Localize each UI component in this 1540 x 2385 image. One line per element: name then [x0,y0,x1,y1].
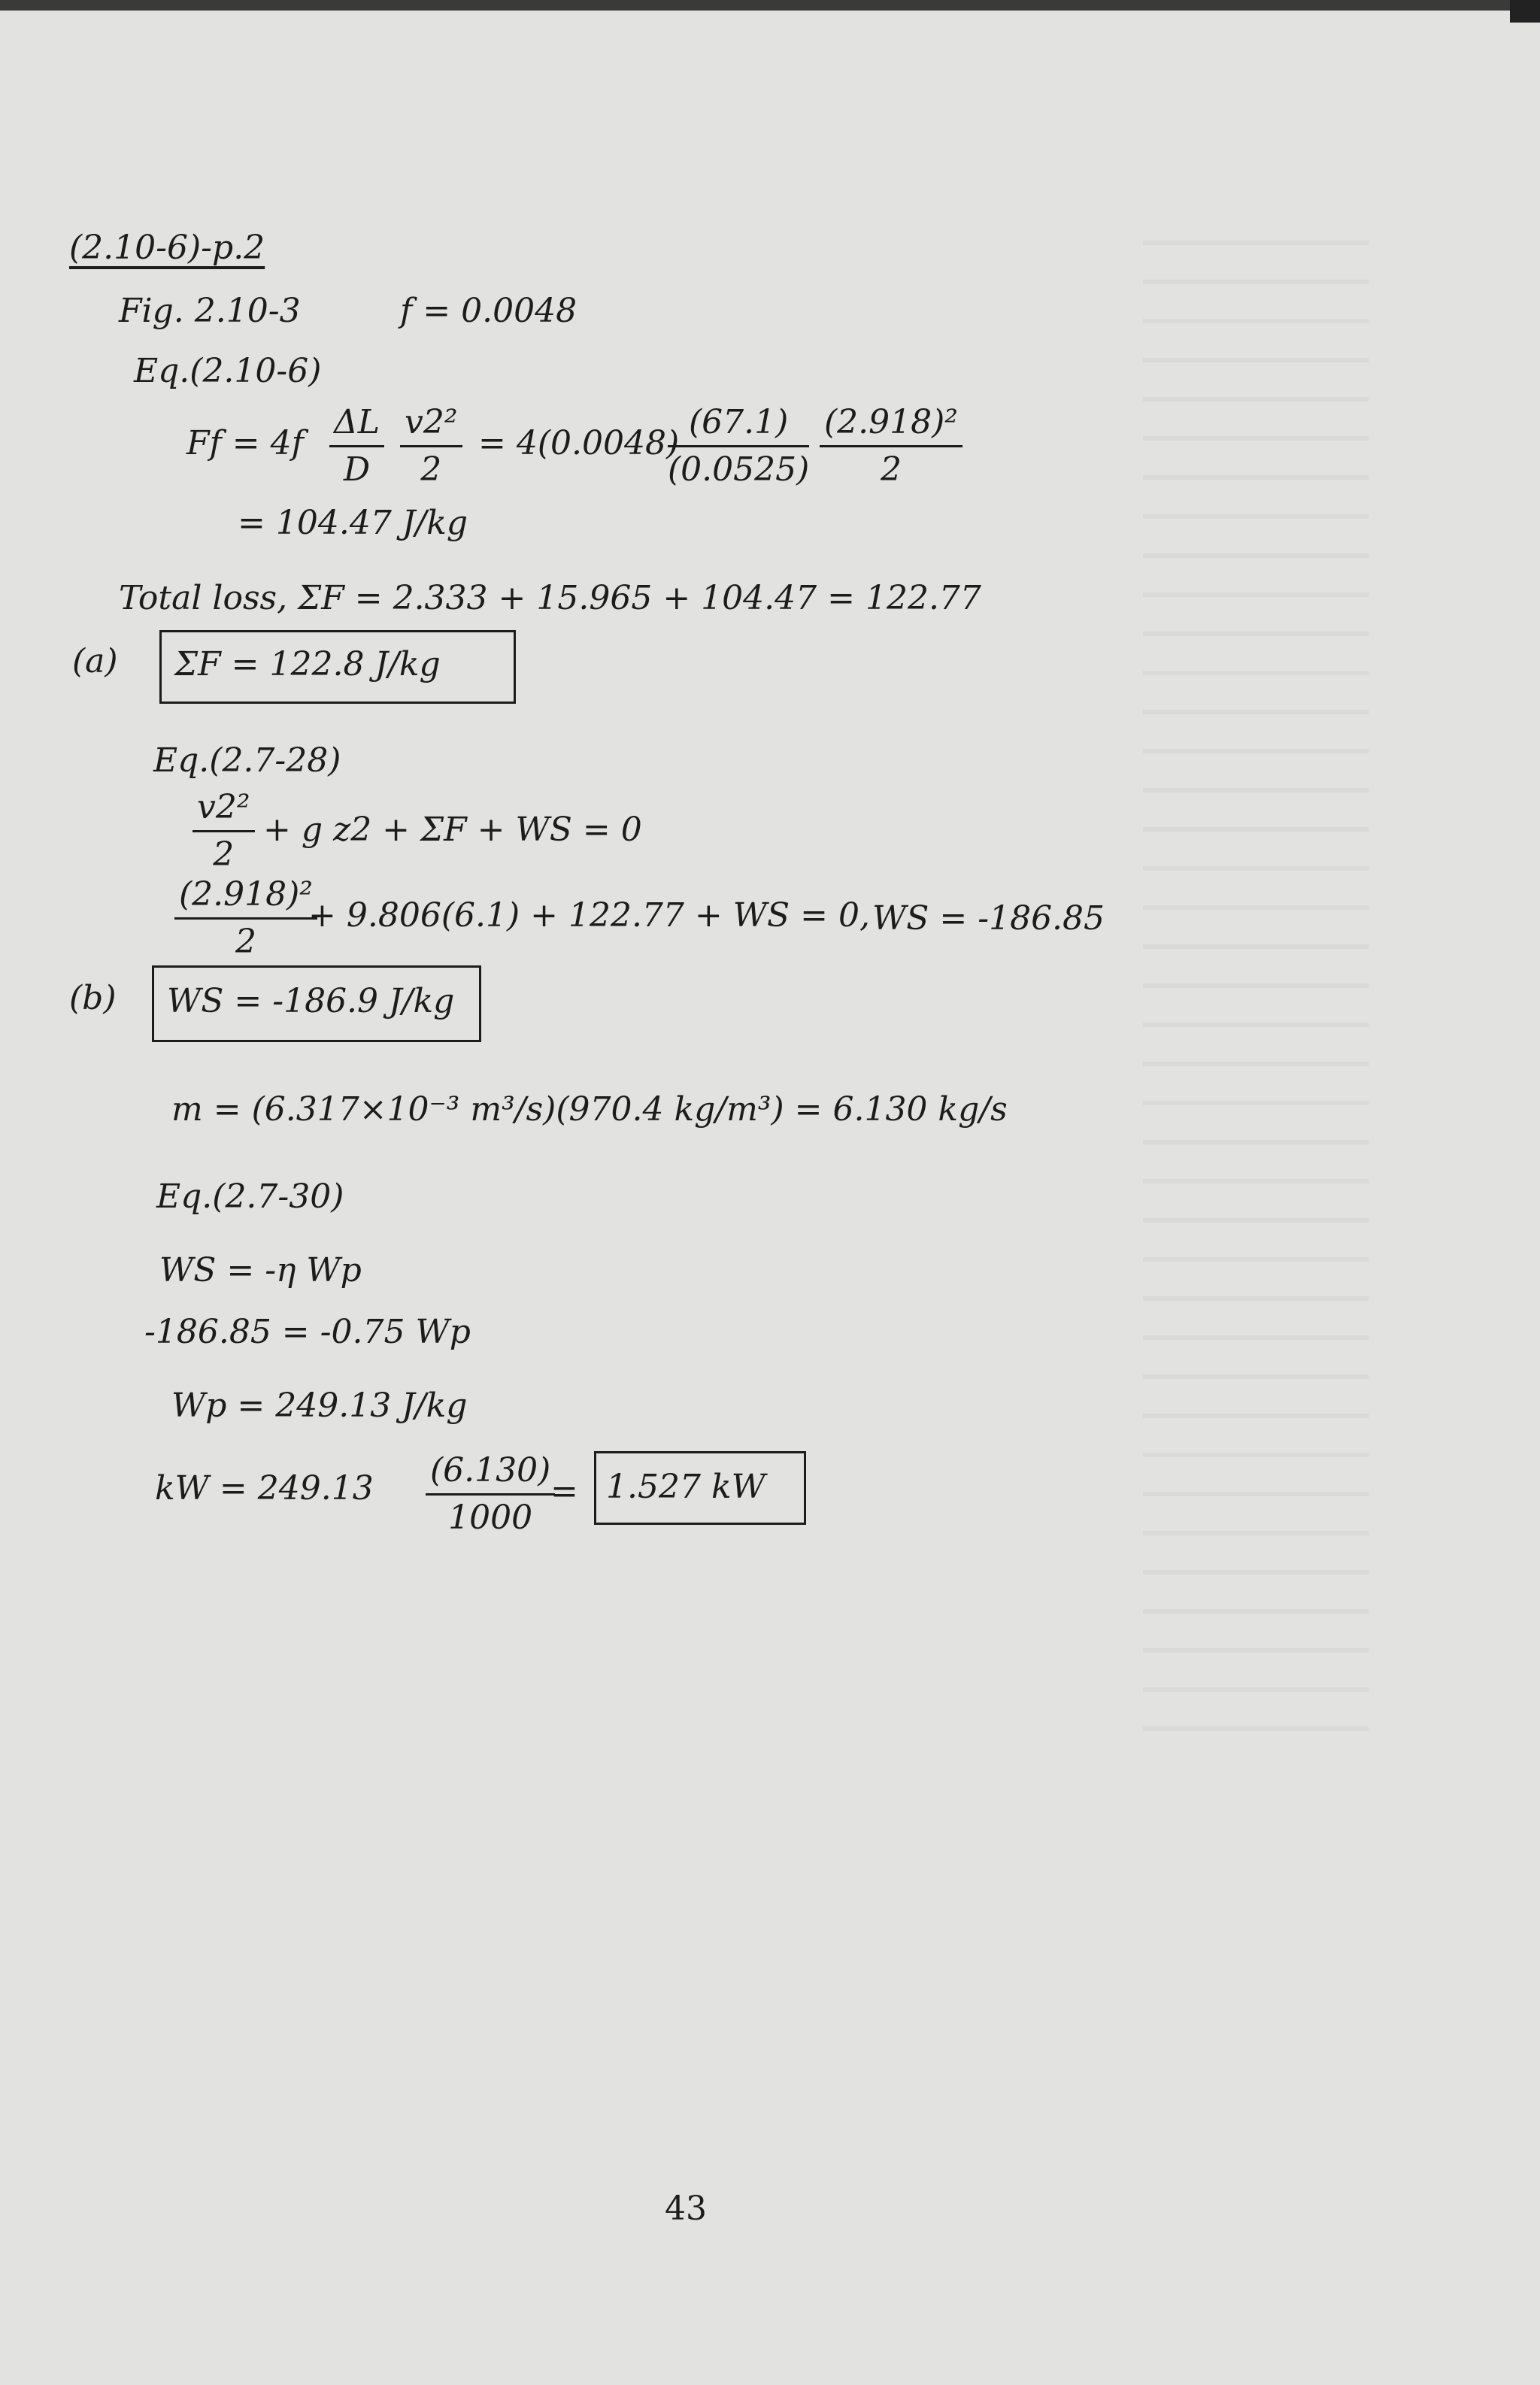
fraction-length-over-diameter: $\frac{(67.1)}{(0.0525)}$ [668,403,810,489]
energy-fraction-v2-squared: $\frac{\text{v2²}}{2}$ [192,791,255,871]
power-lhs: kW = 249.13 [155,1469,374,1508]
bleed-through-shadow [1143,241,1369,1744]
figure-reference: Fig. 2.10-3 [119,292,301,330]
ff-numeric-factor: = 4(0.0048) [478,424,680,462]
fraction-delta-l-over-d: $\frac{\Delta L}{D}$ [329,406,384,486]
scan-top-edge [0,0,1540,11]
part-b-label: (b) [69,979,117,1017]
ff-result: = 104.47 J/kg [238,504,468,542]
power-equals: = [550,1472,578,1511]
equation-reference: Eq.(2.10-6) [134,352,322,390]
page-number: 43 [665,2190,707,2228]
ws-efficiency-equation: WS = -η Wp [159,1251,362,1289]
substituted-rest: + 9.806(6.1) + 122.77 + WS = 0, [308,896,870,935]
answer-b: WS = -186.9 J/kg [167,982,455,1020]
equation-reference-2-7-28: Eq.(2.7-28) [153,741,341,780]
power-answer: 1.527 kW [606,1468,765,1506]
substituted-fraction: $\frac{\text{(2.918)²}}{2}$ [174,878,317,959]
problem-reference: (2.10-6)-p.2 [69,229,265,267]
power-fraction: $\frac{(6.130)}{1000}$ [426,1454,555,1535]
answer-a: ΣF = 122.8 J/kg [174,645,441,683]
pump-work: Wp = 249.13 J/kg [171,1386,468,1425]
ws-calculated: WS = -186.85 [872,899,1105,938]
fraction-v2-squared-over-2: $\frac{\text{v2²}}{2}$ [400,406,462,486]
scan-corner-shadow [1510,0,1540,23]
friction-factor-value: f = 0.0048 [400,292,578,330]
part-a-label: (a) [72,642,118,680]
ws-substitution: -186.85 = -0.75 Wp [144,1313,471,1351]
total-loss-line: Total loss, ΣF = 2.333 + 15.965 + 104.47 = 122.77 [119,579,981,617]
energy-balance-rest: + g z2 + ΣF + WS = 0 [263,811,642,849]
mass-flow-rate: m = (6.317×10⁻³ m³/s)(970.4 kg/m³) = 6.130 kg/s [171,1090,1008,1129]
ff-lhs: Ff = 4f [186,424,304,462]
equation-reference-2-7-30: Eq.(2.7-30) [156,1177,344,1216]
fraction-velocity-squared-over-2: $\frac{\text{(2.918)²}}{2}$ [820,406,962,486]
